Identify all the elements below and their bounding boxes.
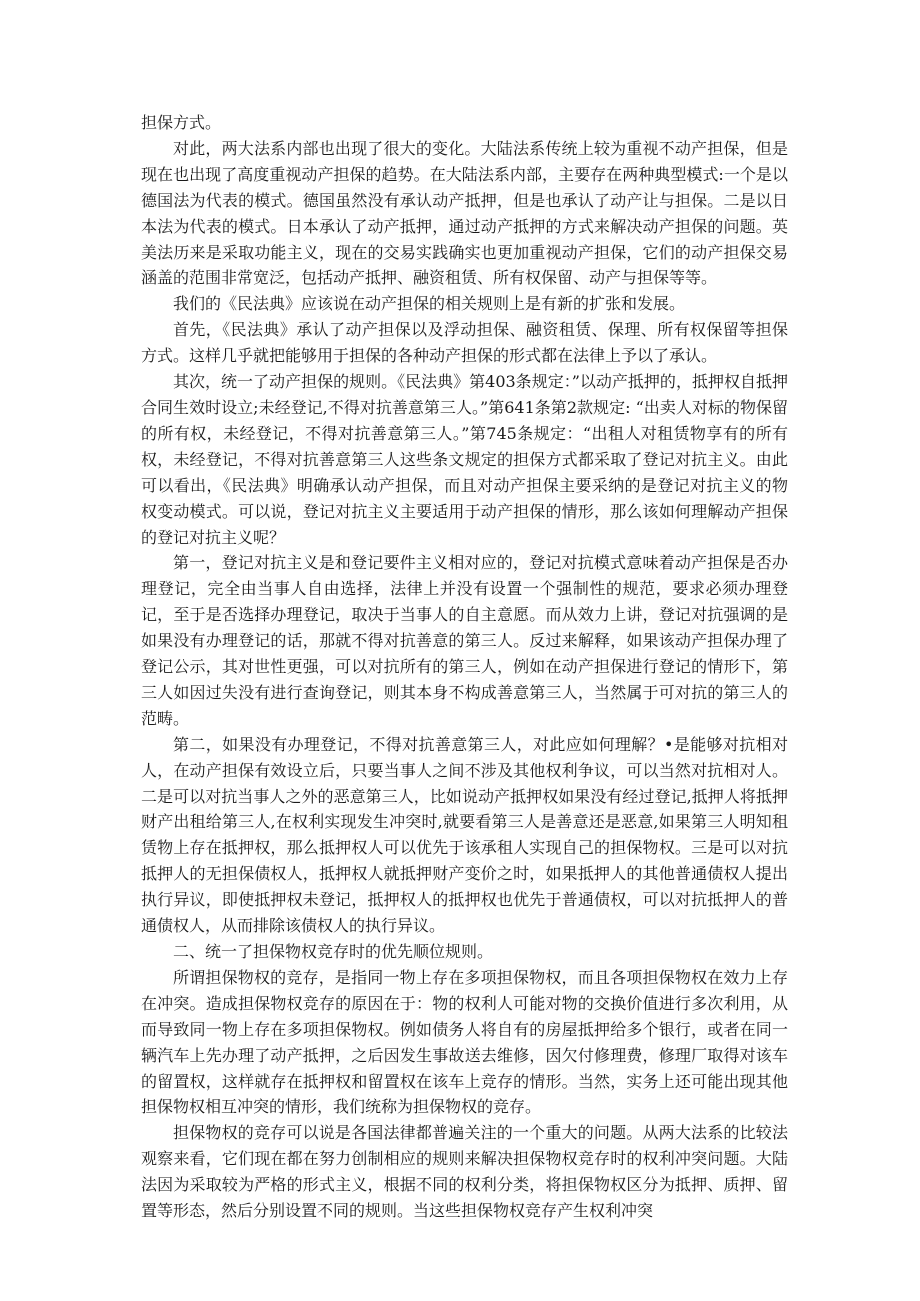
paragraph-6: 第一，登记对抗主义是和登记要件主义相对应的，登记对抗模式意味着动产担保是否办理登记，完全由当事人自由选择，法律上并没有设置一个强制性的规范，要求必须办理登记，至于是否选择办理登记，取决于当事人的自主意愿。而从效力上讲，登记对抗强调的是如果没有办理登记的话，那就不得对抗善意的第三人。反过来解释，如果该动产担保办理了登记公示，其对世性更强，可以对抗所有的第三人，例如在动产担保进行登记的情形下，第三人如因过失没有进行查询登记，则其本身不构成善意第三人，当然属于可对抗的第三人的范畴。 [141,553,788,728]
paragraph-9: 所谓担保物权的竞存，是指同一物上存在多项担保物权，而且各项担保物权在效力上存在冲突。造成担保物权竞存的原因在于：物的权利人可能对物的交换价值进行多次利用，从而导致同一物上存在多项担保物权。例如债务人将自有的房屋抵押给多个银行，或者在同一辆汽车上先办理了动产抵押，之后因发生事故送去维修，因欠付修理费，修理厂取得对该车的留置权，这样就存在抵押权和留置权在该车上竞存的情形。当然，实务上还可能出现其他担保物权相互冲突的情形，我们统称为担保物权的竞存。 [141,967,788,1117]
paragraph-10: 担保物权的竞存可以说是各国法律都普遍关注的一个重大的问题。从两大法系的比较法观察来看，它们现在都在努力创制相应的规则来解决担保物权竞存时的权利冲突问题。大陆法因为采取较为严格的形式主义，根据不同的权利分类，将担保物权区分为抵押、质押、留置等形态，然后分别设置不同的规则。当这些担保物权竞存产生权利冲突 [141,1123,788,1221]
paragraph-1: 担保方式。 [141,113,222,132]
paragraph-3: 我们的《民法典》应该说在动产担保的相关规则上是有新的扩张和发展。 [173,294,686,314]
document-body [141,110,788,1224]
paragraph-5: 其次，统一了动产担保的规则。《民法典》第403条规定：”以动产抵押的，抵押权自抵押合同生效时设立;未经登记,不得对抗善意第三人。”第641条第2款规定: “出卖人对标的物保留的所有权，未经登记，不得对抗善意第三人。”第745条规定：“出租人对租赁物享有的所有权，未经登记，不得对抗善意第三人这些条文规定的担保方式都采取了登记对抗主义。由此可以看出，《民法典》明确承认动产担保，而且对动产担保主要采纳的是登记对抗主义的物权变动模式。可以说，登记对抗主义主要适用于动产担保的情形，那么该如何理解动产担保的登记对抗主义呢？ [141,372,788,547]
paragraph-2: 对此，两大法系内部也出现了很大的变化。大陆法系传统上较为重视不动产担保，但是现在也出现了高度重视动产担保的趋势。在大陆法系内部，主要存在两种典型模式:一个是以德国法为代表的模式。德国虽然没有承认动产抵押，但是也承认了动产让与担保。二是以日本法为代表的模式。日本承认了动产抵押，通过动产抵押的方式来解决动产担保的问题。英美法历来是采取功能主义，现在的交易实践确实也更加重视动产担保，它们的动产担保交易涵盖的范围非常宽泛，包括动产抵押、融资租赁、所有权保留、动产与担保等等。 [141,138,788,288]
section-heading-2: 二、统一了担保物权竞存时的优先顺位规则。 [173,942,494,961]
paragraph-4: 首先，《民法典》承认了动产担保以及浮动担保、融资租赁、保理、所有权保留等担保方式。这样几乎就把能够用于担保的各种动产担保的形式都在法律上予以了承认。 [141,320,788,366]
paragraph-7: 第二，如果没有办理登记，不得对抗善意第三人，对此应如何理解？•是能够对抗相对人，在动产担保有效设立后，只要当事人之间不涉及其他权利争议，可以当然对抗相对人。二是可以对抗当事人之外的恶意第三人，比如说动产抵押权如果没有经过登记,抵押人将抵押财产出租给第三人,在权利实现发生冲突时,就要看第三人是善意还是恶意,如果第三人明知租赁物上存在抵押权，那么抵押权人可以优先于该承租人实现自己的担保物权。三是可以对抗抵押人的无担保债权人，抵押权人就抵押财产变价之时，如果抵押人的其他普通债权人提出执行异议，即使抵押权未登记，抵押权人的抵押权也优先于普通债权，可以对抗抵押人的普通债权人，从而排除该债权人的执行异议。 [141,734,788,936]
